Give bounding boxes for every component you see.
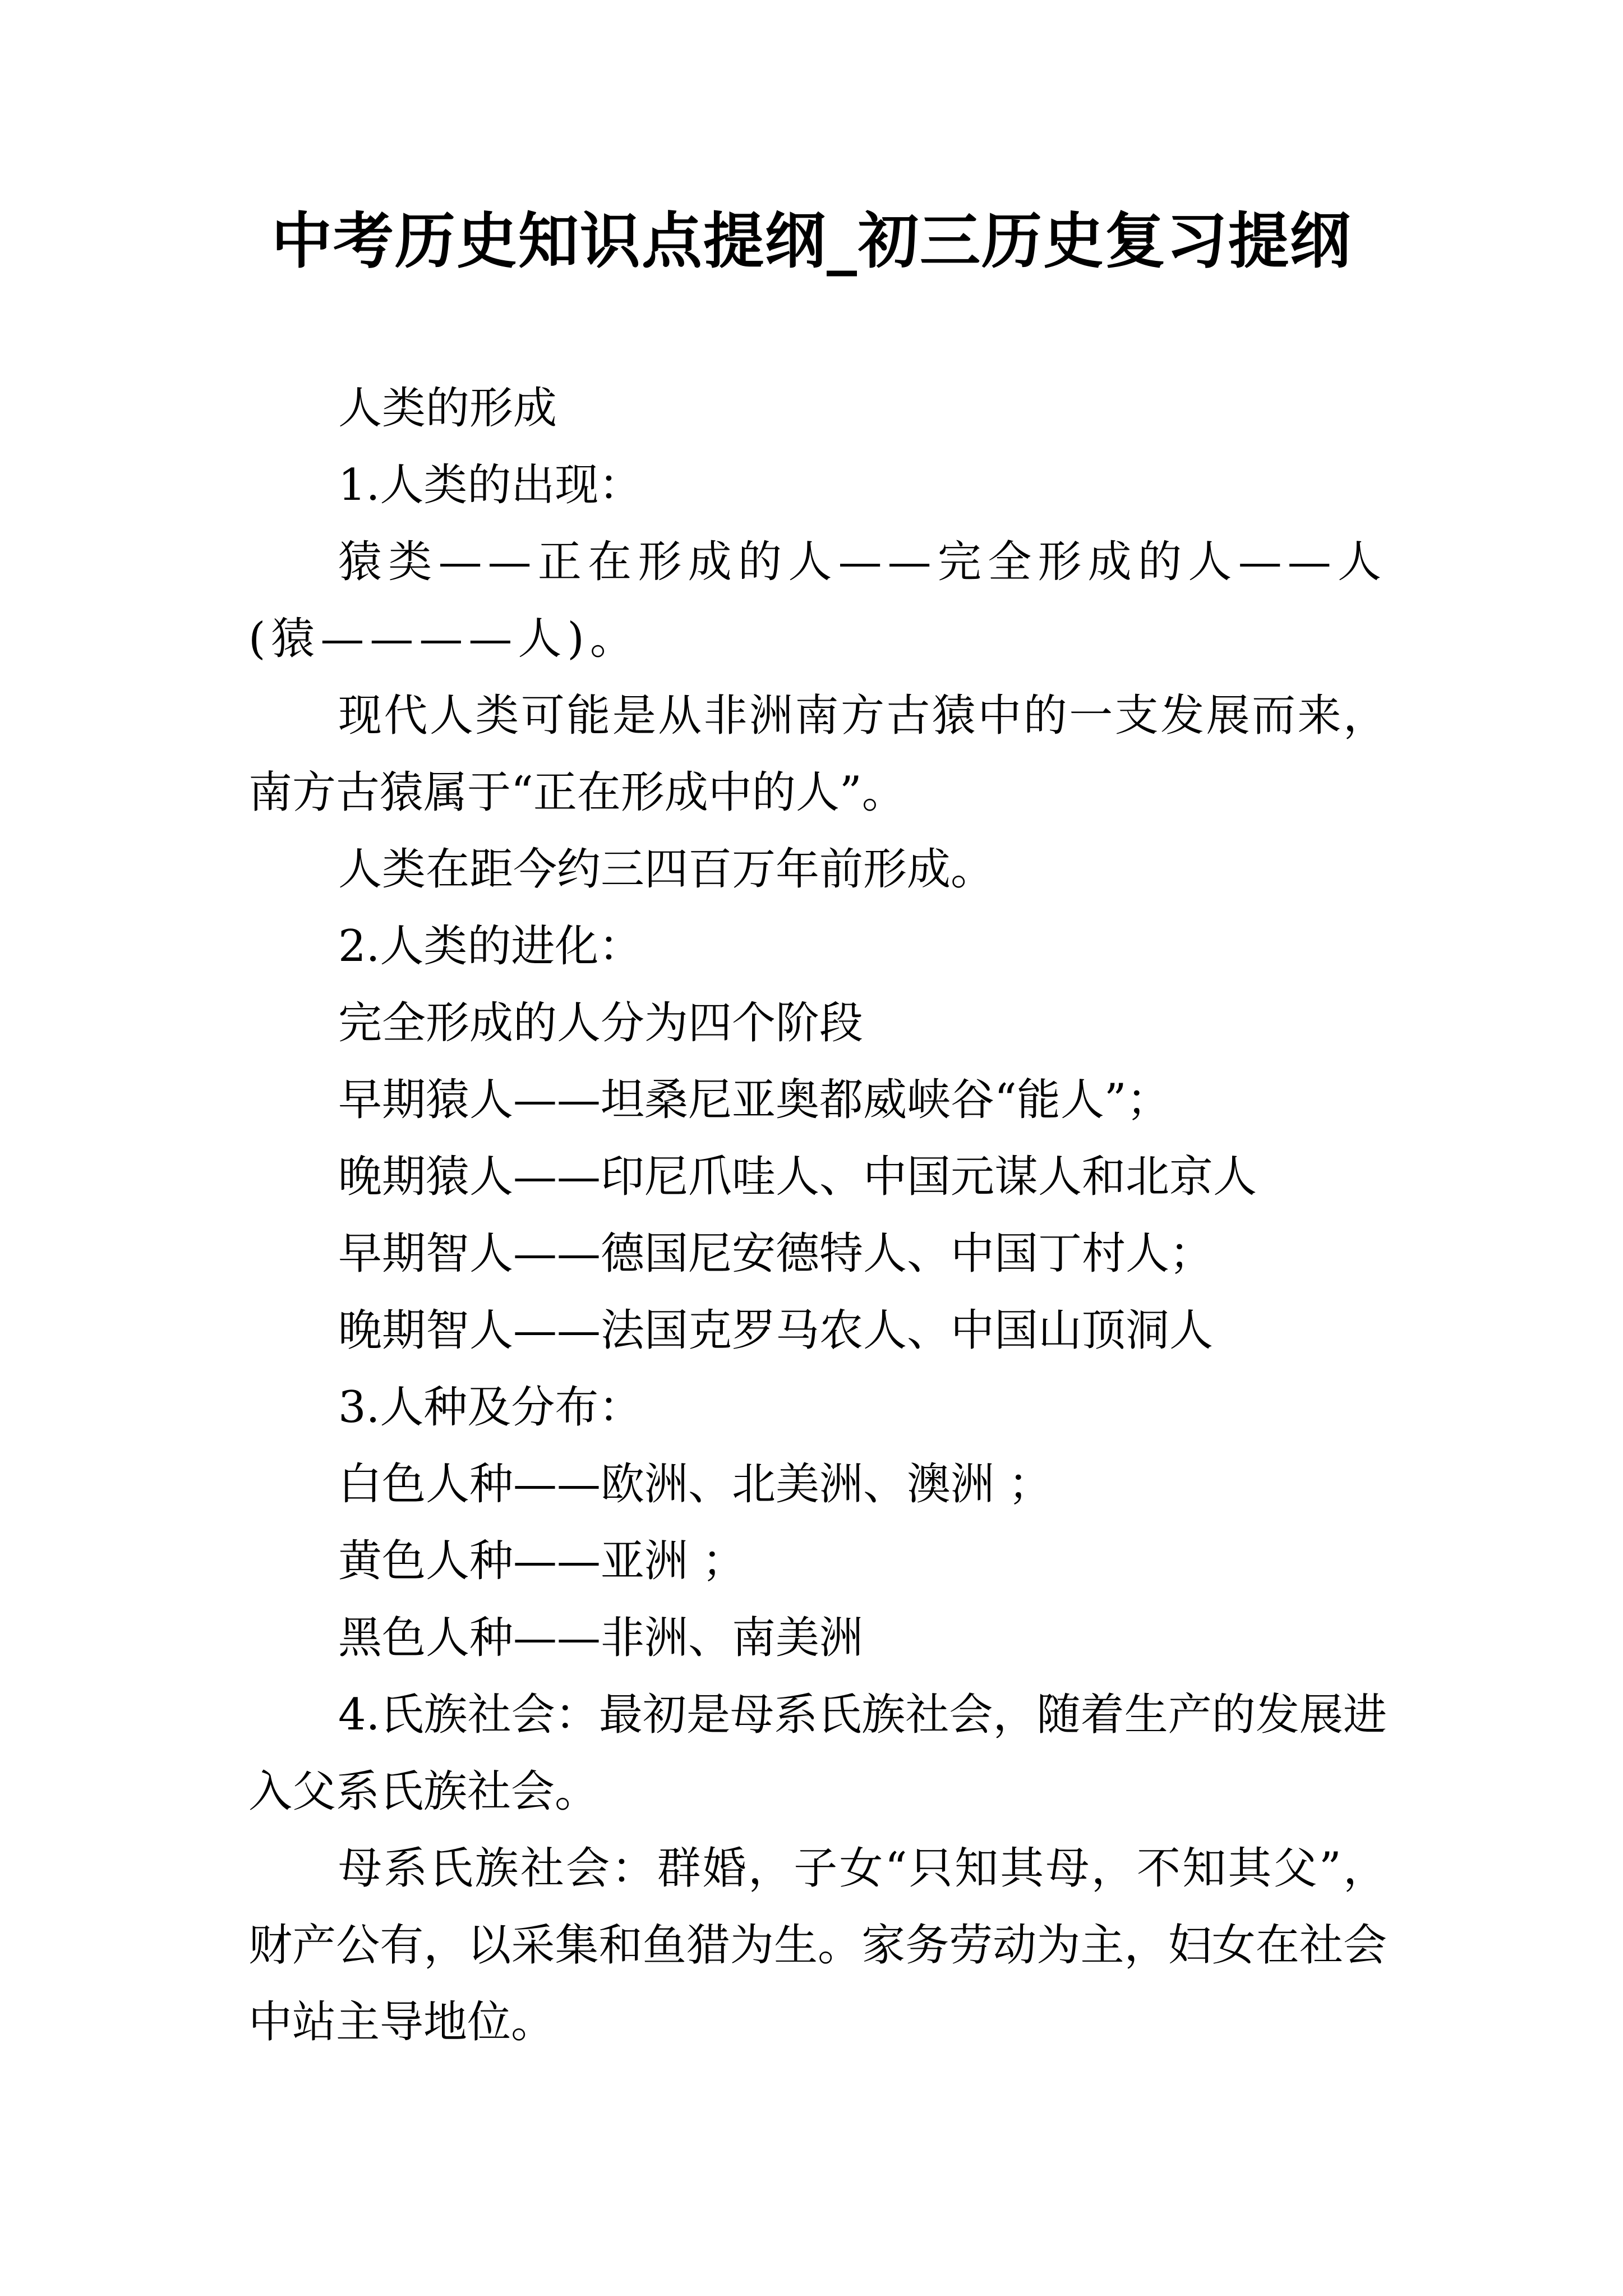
paragraph-race-black: 黑色人种——非洲、南美洲 xyxy=(338,1613,864,1663)
paragraph-race-yellow: 黄色人种——亚洲 ； xyxy=(338,1536,746,1586)
paragraph-four-stages: 完全形成的人分为四个阶段 xyxy=(338,998,864,1048)
paragraph-formation-time: 人类在距今约三四百万年前形成。 xyxy=(338,844,995,895)
document-title: 中考历史知识点提纲_初三历史复习提纲 xyxy=(271,206,1352,277)
paragraph-race-white: 白色人种——欧洲、北美洲、澳洲 ； xyxy=(338,1459,1052,1510)
paragraph-section-heading: 人类的形成 xyxy=(338,383,557,434)
paragraph-evolution-chain: 猿类——正在形成的人——完全形成的人——人(猿————人)。 xyxy=(248,537,1387,664)
paragraph-stage-early-ape-man: 早期猿人——坦桑尼亚奥都威峡谷“能人”； xyxy=(338,1075,1170,1125)
paragraph-item-1-heading: 1.人类的出现： xyxy=(338,460,643,510)
paragraph-item-4-clan-society: 4.氏族社会：最初是母系氏族社会，随着生产的发展进入父系氏族社会。 xyxy=(248,1690,1387,1817)
paragraph-stage-late-ape-man: 晚期猿人——印尼爪哇人、中国元谋人和北京人 xyxy=(338,1152,1257,1202)
document-body xyxy=(248,370,1387,2061)
paragraph-modern-humans: 现代人类可能是从非洲南方古猿中的一支发展而来，南方古猿属于“正在形成中的人”。 xyxy=(248,691,1387,818)
paragraph-stage-early-homo-sapiens: 早期智人——德国尼安德特人、中国丁村人； xyxy=(338,1228,1214,1279)
paragraph-item-3-heading: 3.人种及分布： xyxy=(338,1382,643,1433)
paragraph-item-2-heading: 2.人类的进化： xyxy=(338,921,643,972)
paragraph-matriarchal-society: 母系氏族社会：群婚，子女“只知其母，不知其父”，财产公有，以采集和鱼猎为生。家务劳动为主，妇女在社会中站主导地位。 xyxy=(248,1843,1387,2047)
paragraph-stage-late-homo-sapiens: 晚期智人——法国克罗马农人、中国山顶洞人 xyxy=(338,1305,1214,1356)
